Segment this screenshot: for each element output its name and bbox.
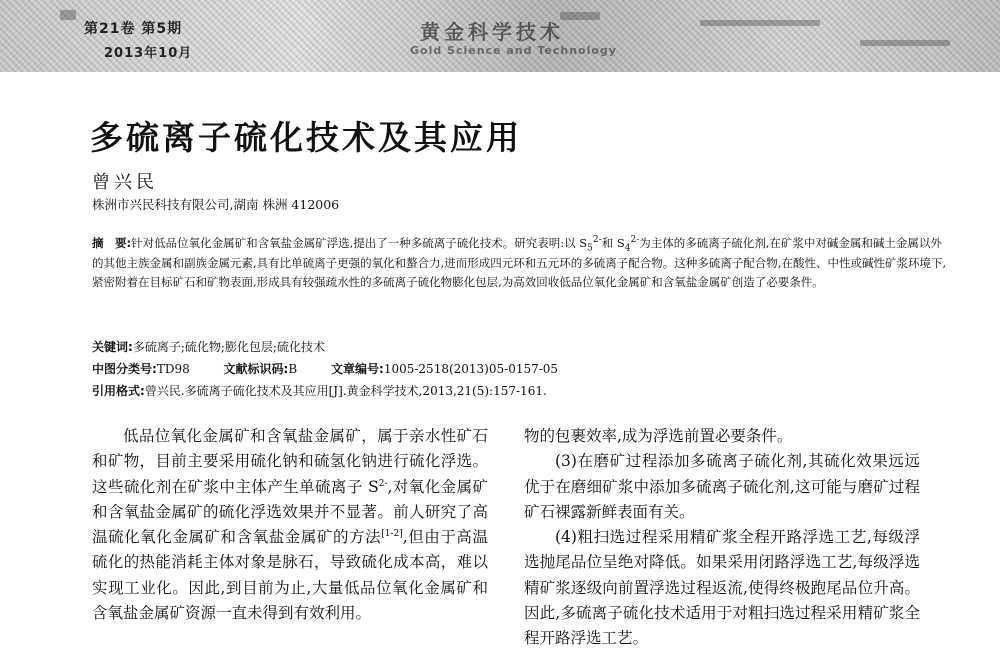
- body-paragraph: (4)粗扫选过程采用精矿浆全程开路浮选工艺,每级浮选抛尾品位呈绝对降低。如果采用闭路浮选工艺,每级浮选精矿浆逐级向前置浮选过程返流,使得终极跑尾品位升高。因此,多硫离子硫化技术适用于对粗扫选过程采用精矿浆全程开路浮选工艺。: [524, 528, 920, 648]
- clc-label: 中图分类号:: [92, 362, 157, 376]
- abstract-text-3: 为主体的多硫离子硫化剂,在矿浆中对碱金属和碱土金属以外的其他主族金属和副族金属元素,具有比单硫离子更强的氧化和螯合力,进而形成四元环和五元环的多硫离子配合物。这种多硫离子配合物,在酸性、中性或碱性矿浆环境下,紧密附着在目标矿石和矿物表面,形成具有较强疏水性的多硫离子硫化物膨化包层,为高效回收低品位氧化金属矿和含氧盐金属矿创造了必要条件。: [92, 236, 947, 289]
- scan-noise: [860, 40, 950, 46]
- keywords-text: 多硫离子;硫化物;膨化包层;硫化技术: [132, 340, 325, 354]
- abstract-sup-1: 2-: [592, 235, 602, 246]
- abstract-text-1: 针对低品位氧化金属矿和含氧盐金属矿浮选,提出了一种多硫离子硫化技术。研究表明:以 S: [131, 236, 588, 250]
- citation-label: 引用格式:: [92, 384, 145, 398]
- article-no-label: 文章编号:: [331, 362, 384, 376]
- keywords-line: [92, 338, 325, 355]
- body-text: ,对氧化金属矿和含氧盐金属矿的硫化浮选效果并不显著。前人研究了高温硫化氧化金属矿和含氧盐金属矿的方法: [92, 477, 489, 547]
- body-text: 低品位氧化金属矿和含氧盐金属矿，属于亲水性矿石和矿物，目前主要采用硫化钠和硫氢化钠进行硫化浮选。这些硫化剂在矿浆中主体产生单硫离子 S: [92, 427, 488, 496]
- doc-code-value: B: [288, 362, 298, 376]
- abstract-text-2: 和 S: [601, 236, 625, 250]
- journal-name: 黄金科学技术: [420, 20, 564, 44]
- keywords-label: 关键词:: [92, 340, 133, 354]
- scan-noise: [560, 12, 600, 20]
- reference-marker: [1-2]: [381, 529, 403, 540]
- author-name: 曾兴民: [92, 172, 158, 193]
- body-paragraph: (3)在磨矿过程添加多硫离子硫化剂,其硫化效果远远优于在磨细矿浆中添加多硫离子硫化剂,这可能与磨矿过程矿石裸露新鲜表面有关。: [524, 452, 920, 521]
- citation-line: [92, 382, 547, 399]
- abstract-sub-2: 4: [624, 243, 631, 254]
- doc-code-label: 文献标识码:: [223, 362, 289, 376]
- volume-issue: 第21卷 第5期: [84, 21, 183, 37]
- scan-noise: [60, 10, 76, 20]
- body-text: ,但由于高温硫化的热能消耗主体对象是脉石，导致硫化成本高，难以实现工业化。因此,到目前为止,大量低品位氧化金属矿和含氧盐金属矿资源一直未得到有效利用。: [92, 528, 488, 623]
- clc-value: TD98: [156, 362, 190, 376]
- citation-text: 曾兴民.多硫离子硫化技术及其应用[J].黄金科学技术,2013,21(5):157-161.: [144, 384, 547, 398]
- body-paragraph: 物的包裹效率,成为浮选前置必要条件。: [524, 427, 793, 445]
- issue-date: 2013年10月: [104, 46, 193, 61]
- body-right-column: [524, 424, 920, 652]
- scan-noise: [700, 20, 820, 26]
- journal-header-band: [0, 0, 1000, 72]
- abstract-sup-2: 2-: [630, 235, 640, 246]
- abstract-label: 摘 要:: [92, 236, 132, 250]
- body-paragraph: [92, 424, 488, 626]
- abstract: [92, 234, 952, 293]
- article-title: 多硫离子硫化技术及其应用: [90, 118, 522, 157]
- superscript: 2-: [378, 478, 388, 489]
- article-no-value: 1005-2518(2013)05-0157-05: [383, 362, 559, 376]
- author-affiliation: 株洲市兴民科技有限公司,湖南 株洲 412006: [92, 197, 340, 212]
- journal-name-en: Gold Science and Technology: [410, 44, 617, 57]
- classification-line: [92, 360, 558, 377]
- abstract-sub-1: 5: [587, 243, 593, 254]
- body-left-column: [92, 424, 488, 626]
